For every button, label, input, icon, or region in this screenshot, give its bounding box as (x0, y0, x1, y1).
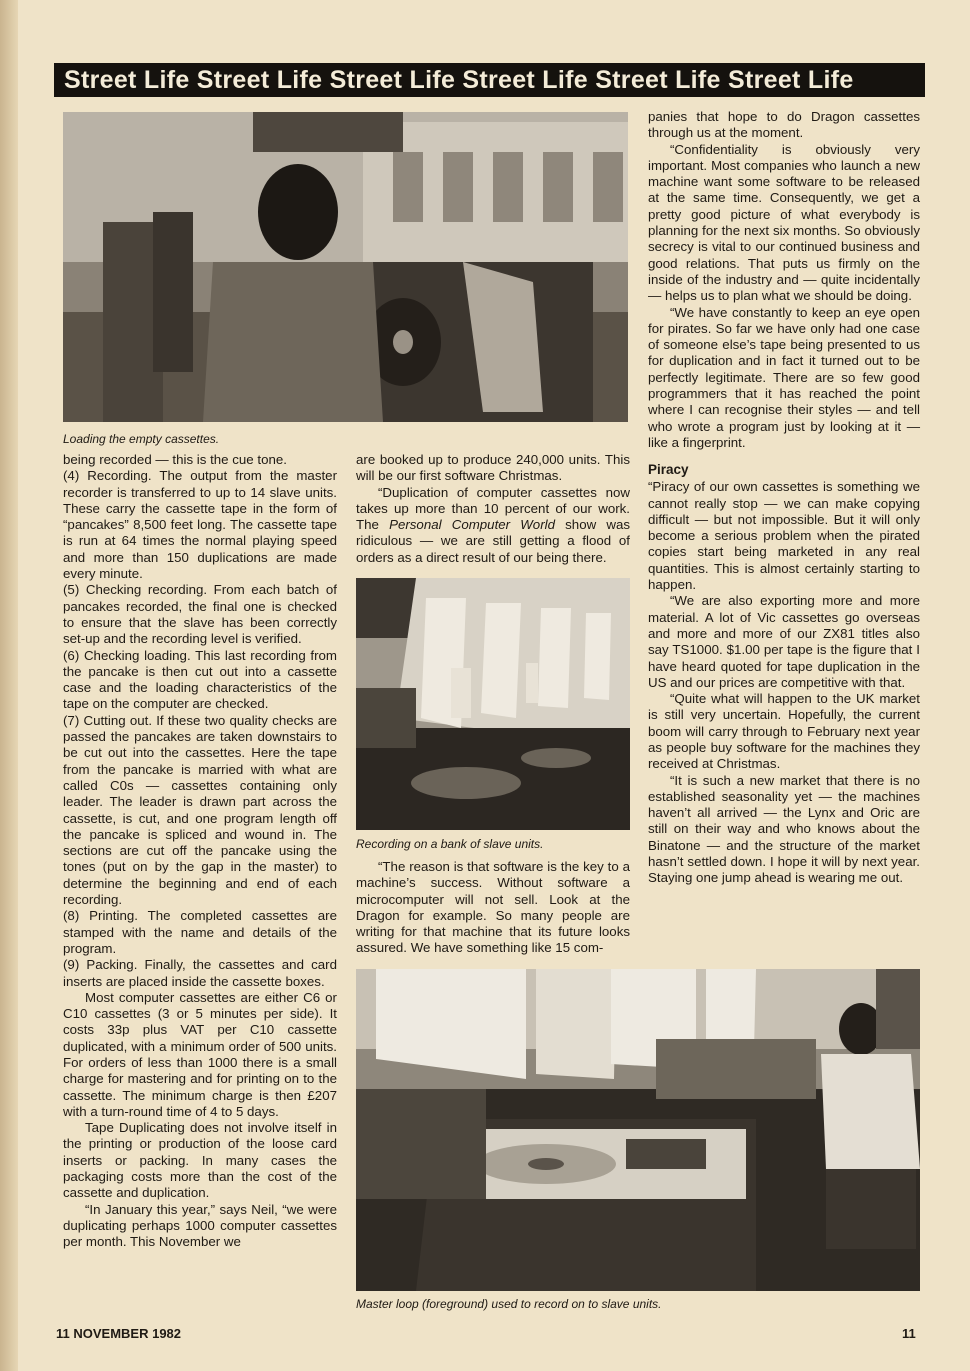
photo-slave-units (356, 578, 630, 830)
photo-loading-cassettes (63, 112, 628, 422)
col1-p9: Tape Duplicating does not involve itself in the printing or production of the loose card inserts or packing. In many cases the packaging costs more than the cost of the cassette and duplication. (63, 1120, 337, 1201)
col1-p1: being recorded — this is the cue tone. (63, 452, 287, 467)
photo-caption-middle: Recording on a bank of slave units. (356, 837, 544, 851)
column-2-lower (356, 859, 630, 957)
col1-p10: “In January this year,” says Neil, “we were duplicating perhaps 1000 computer cassettes per month. This November we (63, 1201, 337, 1250)
col3-p7: “It is such a new market that there is no established seasonality yet — the machines haven’t all arrived — the Lynx and Oric are still on their way and who knows about the Binatone — and the structure of the market hasn’t settled down. I hope it will by next year. Staying one jump ahead is wearing me out. (648, 772, 920, 886)
col1-p4: (6) Checking loading. This last recording from the pancake is then cut out into a cassette case and the loading characteristics of the tape on the computer are checked. (63, 647, 337, 712)
footer-date: 11 NOVEMBER 1982 (56, 1326, 182, 1341)
col3-p3: “We have constantly to keep an eye open for pirates. So far we have only had one case of someone else’s tape being presented to us for duplication and in fact it turned out to be perfectly legitimate. There are so few good programmers that it has reached the point where I can recognise their styles — and tell who wrote a program just by looking at it — like a fingerprint. (648, 304, 920, 450)
col1-p3: (5) Checking recording. From each batch of pancakes recorded, the final one is checked to ensure that the slave has been correctly set-up and the recording level is verified. (63, 582, 337, 647)
col1-p7: (9) Packing. Finally, the cassettes and card inserts are placed inside the cassette boxes. (63, 957, 337, 989)
col2-p1: are booked up to produce 240,000 units. This will be our first software Christmas. (356, 452, 630, 484)
col2-p3: “The reason is that software is the key to a machine’s success. Without software a microcomputer will not sell. Look at the Dragon for example. So many people are writing for that machine that its future looks assured. We have something like 15 com- (356, 859, 630, 956)
col3-p6: “Quite what will happen to the UK market is still very uncertain. Hopefully, the current boom will carry through to February next year as people buy software for the machines they received at Christmas. (648, 691, 920, 772)
photo-caption-bottom: Master loop (foreground) used to record on to slave units. (356, 1297, 662, 1311)
col2-p2-em: Personal Computer World (389, 517, 555, 533)
page-spine (0, 0, 18, 1371)
col3-p1: panies that hope to do Dragon cassettes through us at the moment. (648, 109, 920, 141)
column-3 (648, 109, 920, 887)
photo-master-loop (356, 969, 920, 1291)
col1-p5: (7) Cutting out. If these two quality checks are passed the pancakes are taken downstairs to be cut out into the cassettes. Here the tape from the pancake is married with what are called C0s — cassettes containing only leader. The leader is drawn part across the cassette, is cut, and one program length off the pancake is spliced and wound in. The sections are cut off the pancake using the tones (put on by the gap in the master) to determine the beginning and end of each recording. (63, 712, 337, 908)
col2-p2-a: “Duplication of computer cassettes now takes up more than 10 percent of our work. The (356, 484, 630, 533)
column-1 (63, 452, 337, 1251)
col3-p2: “Confidentiality is obviously very important. Most companies who launch a new machine want some software to be released at the same time. Consequently, we get a pretty good picture of what everybody is planning for the next six months. So obviously secrecy is vital to our continued business and good relations. That puts us firmly on the inside of the industry and — quite incidentally — helps us to plan what we should be doing. (648, 141, 920, 304)
col3-p5: “We are also exporting more and more material. A lot of Vic cassettes go overseas and more and more of our ZX81 titles also say TS1000. $1.00 per tape is the figure that I have heard quoted for tape duplication in the US and our prices are competitive with that. (648, 593, 920, 690)
col1-p2: (4) Recording. The output from the master recorder is transferred to up to 14 slave units. These carry the cassette tape in the form of “pancakes” 8,500 feet long. The cassette tape is run at 64 times the normal playing speed and more than 150 duplications are made every minute. (63, 468, 337, 582)
col2-p2-b: show was ridiculous — we are still getting a flood of orders as a direct result of our being there. (356, 517, 630, 565)
col3-p4: “Piracy of our own cassettes is something we cannot really stop — we can make copying difficult — but not impossible. But it will only become a serious problem when the pirated copies start being marketed in any real quantities. This is almost certainly starting to happen. (648, 479, 920, 593)
column-2-upper (356, 452, 630, 566)
photo-caption-top: Loading the empty cassettes. (63, 432, 220, 446)
col2-p2 (356, 485, 630, 566)
col1-p6: (8) Printing. The completed cassettes are stamped with the name and details of the program. (63, 908, 337, 956)
section-banner: Street Life Street Life Street Life Street Life Street Life Street Life (54, 63, 925, 97)
piracy-heading: Piracy (648, 462, 689, 478)
col1-p8: Most computer cassettes are either C6 or C10 cassettes (3 or 5 minutes per side). It costs 33p plus VAT per C10 cassette duplicated, with a minimum order of 500 units. For orders of less than 1000 there is a small charge for mastering and for printing on to the cassette. The minimum charge is then £207 with a turn-round time of 4 to 5 days. (63, 989, 337, 1119)
page-number: 11 (902, 1326, 916, 1341)
